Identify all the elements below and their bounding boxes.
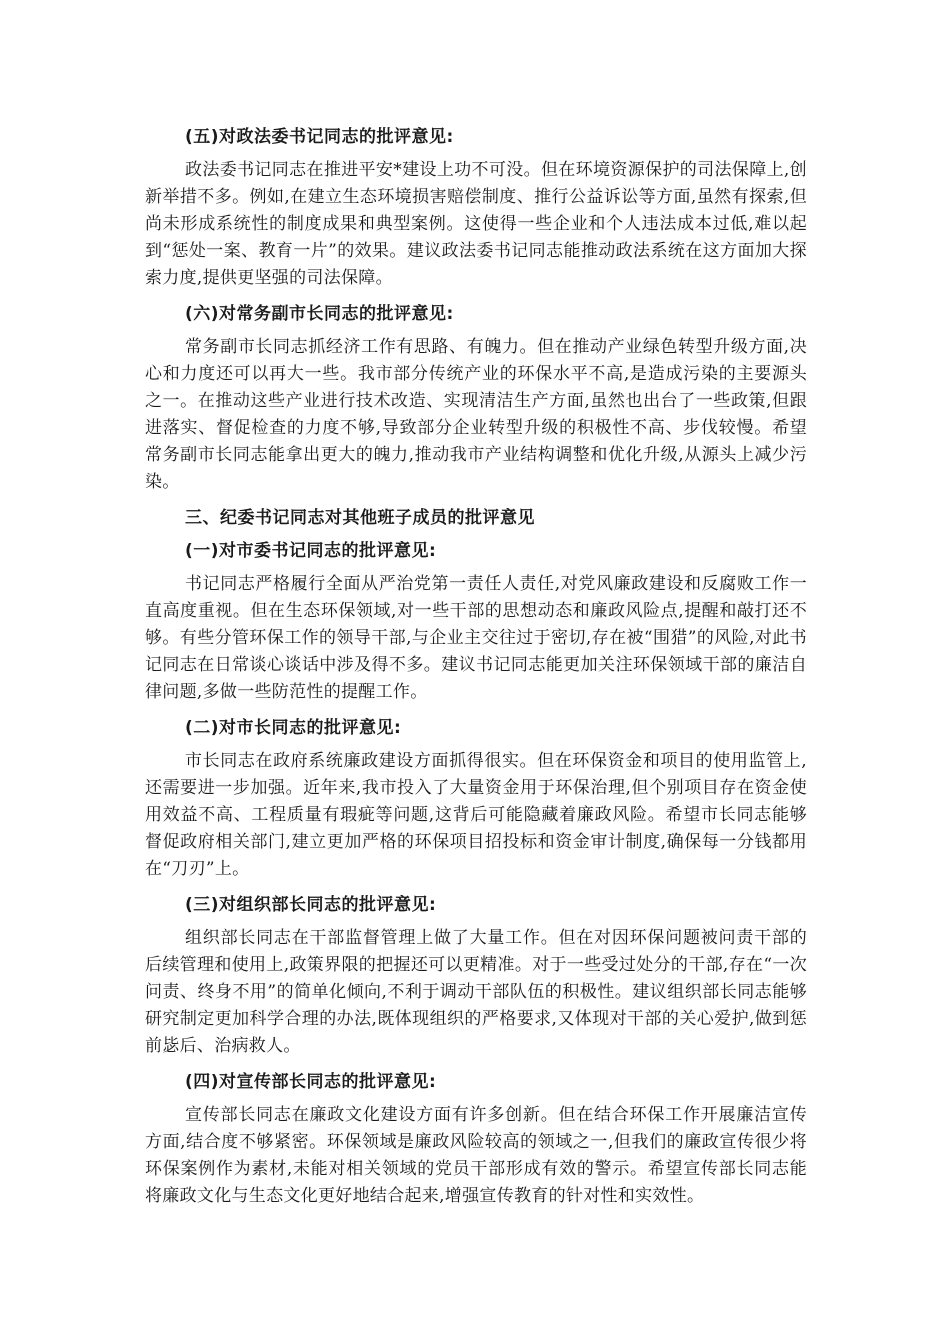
section-body-1: 书记同志严格履行全面从严治党第一责任人责任,对党风廉政建设和反腐败工作一直高度重视。但在生态环保领域,对一些干部的思想动态和廉政风险点,提醒和敲打还不够。有些分管环保工作的领导干部,与企业主交往过于密切,存在被“围猎”的风险,对此书记同志在日常谈心谈话中涉及得不多。建议书记同志能更加关注环保领域干部的廉洁自律问题,多做一些防范性的提醒工作。 bbox=[145, 574, 807, 702]
section-heading-1: (一)对市委书记同志的批评意见: bbox=[185, 541, 437, 561]
section-body-3: 组织部长同志在干部监督管理上做了大量工作。但在对因环保问题被问责干部的后续管理和使用上,政策界限的把握还可以更精准。对于一些受过处分的干部,存在“一次问责、终身不用”的简单化倾向,不利于调动干部队伍的积极性。建议组织部长同志能够研究制定更加科学合理的办法,既体现组织的严格要求,又体现对干部的关心爱护,做到惩前毖后、治病救人。 bbox=[145, 928, 807, 1056]
chapter-heading-3: 三、纪委书记同志对其他班子成员的批评意见 bbox=[185, 508, 535, 528]
section-body-5: 政法委书记同志在推进平安*建设上功不可没。但在环境资源保护的司法保障上,创新举措不多。例如,在建立生态环境损害赔偿制度、推行公益诉讼等方面,虽然有探索,但尚未形成系统性的制度成果和典型案例。这使得一些企业和个人违法成本过低,难以起到“惩处一案、教育一片”的效果。建议政法委书记同志能推动政法系统在这方面加大探索力度,提供更坚强的司法保障。 bbox=[145, 160, 807, 288]
section-heading-6: (六)对常务副市长同志的批评意见: bbox=[185, 304, 454, 324]
section-body-6: 常务副市长同志抓经济工作有思路、有魄力。但在推动产业绿色转型升级方面,决心和力度还可以再大一些。我市部分传统产业的环保水平不高,是造成污染的主要源头之一。在推动这些产业进行技术改造、实现清洁生产方面,虽然也出台了一些政策,但跟进落实、督促检查的力度不够,导致部分企业转型升级的积极性不高、步伐较慢。希望常务副市长同志能拿出更大的魄力,推动我市产业结构调整和优化升级,从源头上减少污染。 bbox=[145, 337, 807, 492]
section-heading-4: (四)对宣传部长同志的批评意见: bbox=[185, 1072, 437, 1092]
document-page bbox=[145, 124, 807, 1219]
section-body-4: 宣传部长同志在廉政文化建设方面有许多创新。但在结合环保工作开展廉洁宣传方面,结合度不够紧密。环保领域是廉政风险较高的领域之一,但我们的廉政宣传很少将环保案例作为素材,未能对相关领域的党员干部形成有效的警示。希望宣传部长同志能将廉政文化与生态文化更好地结合起来,增强宣传教育的针对性和实效性。 bbox=[145, 1105, 807, 1206]
section-heading-5: (五)对政法委书记同志的批评意见: bbox=[185, 127, 454, 147]
section-heading-3: (三)对组织部长同志的批评意见: bbox=[185, 895, 437, 915]
section-body-2: 市长同志在政府系统廉政建设方面抓得很实。但在环保资金和项目的使用监管上,还需要进一步加强。近年来,我市投入了大量资金用于环保治理,但个别项目存在资金使用效益不高、工程质量有瑕疵等问题,这背后可能隐藏着廉政风险。希望市长同志能够督促政府相关部门,建立更加严格的环保项目招投标和资金审计制度,确保每一分钱都用在“刀刃”上。 bbox=[145, 751, 807, 879]
section-heading-2: (二)对市长同志的批评意见: bbox=[185, 718, 402, 738]
